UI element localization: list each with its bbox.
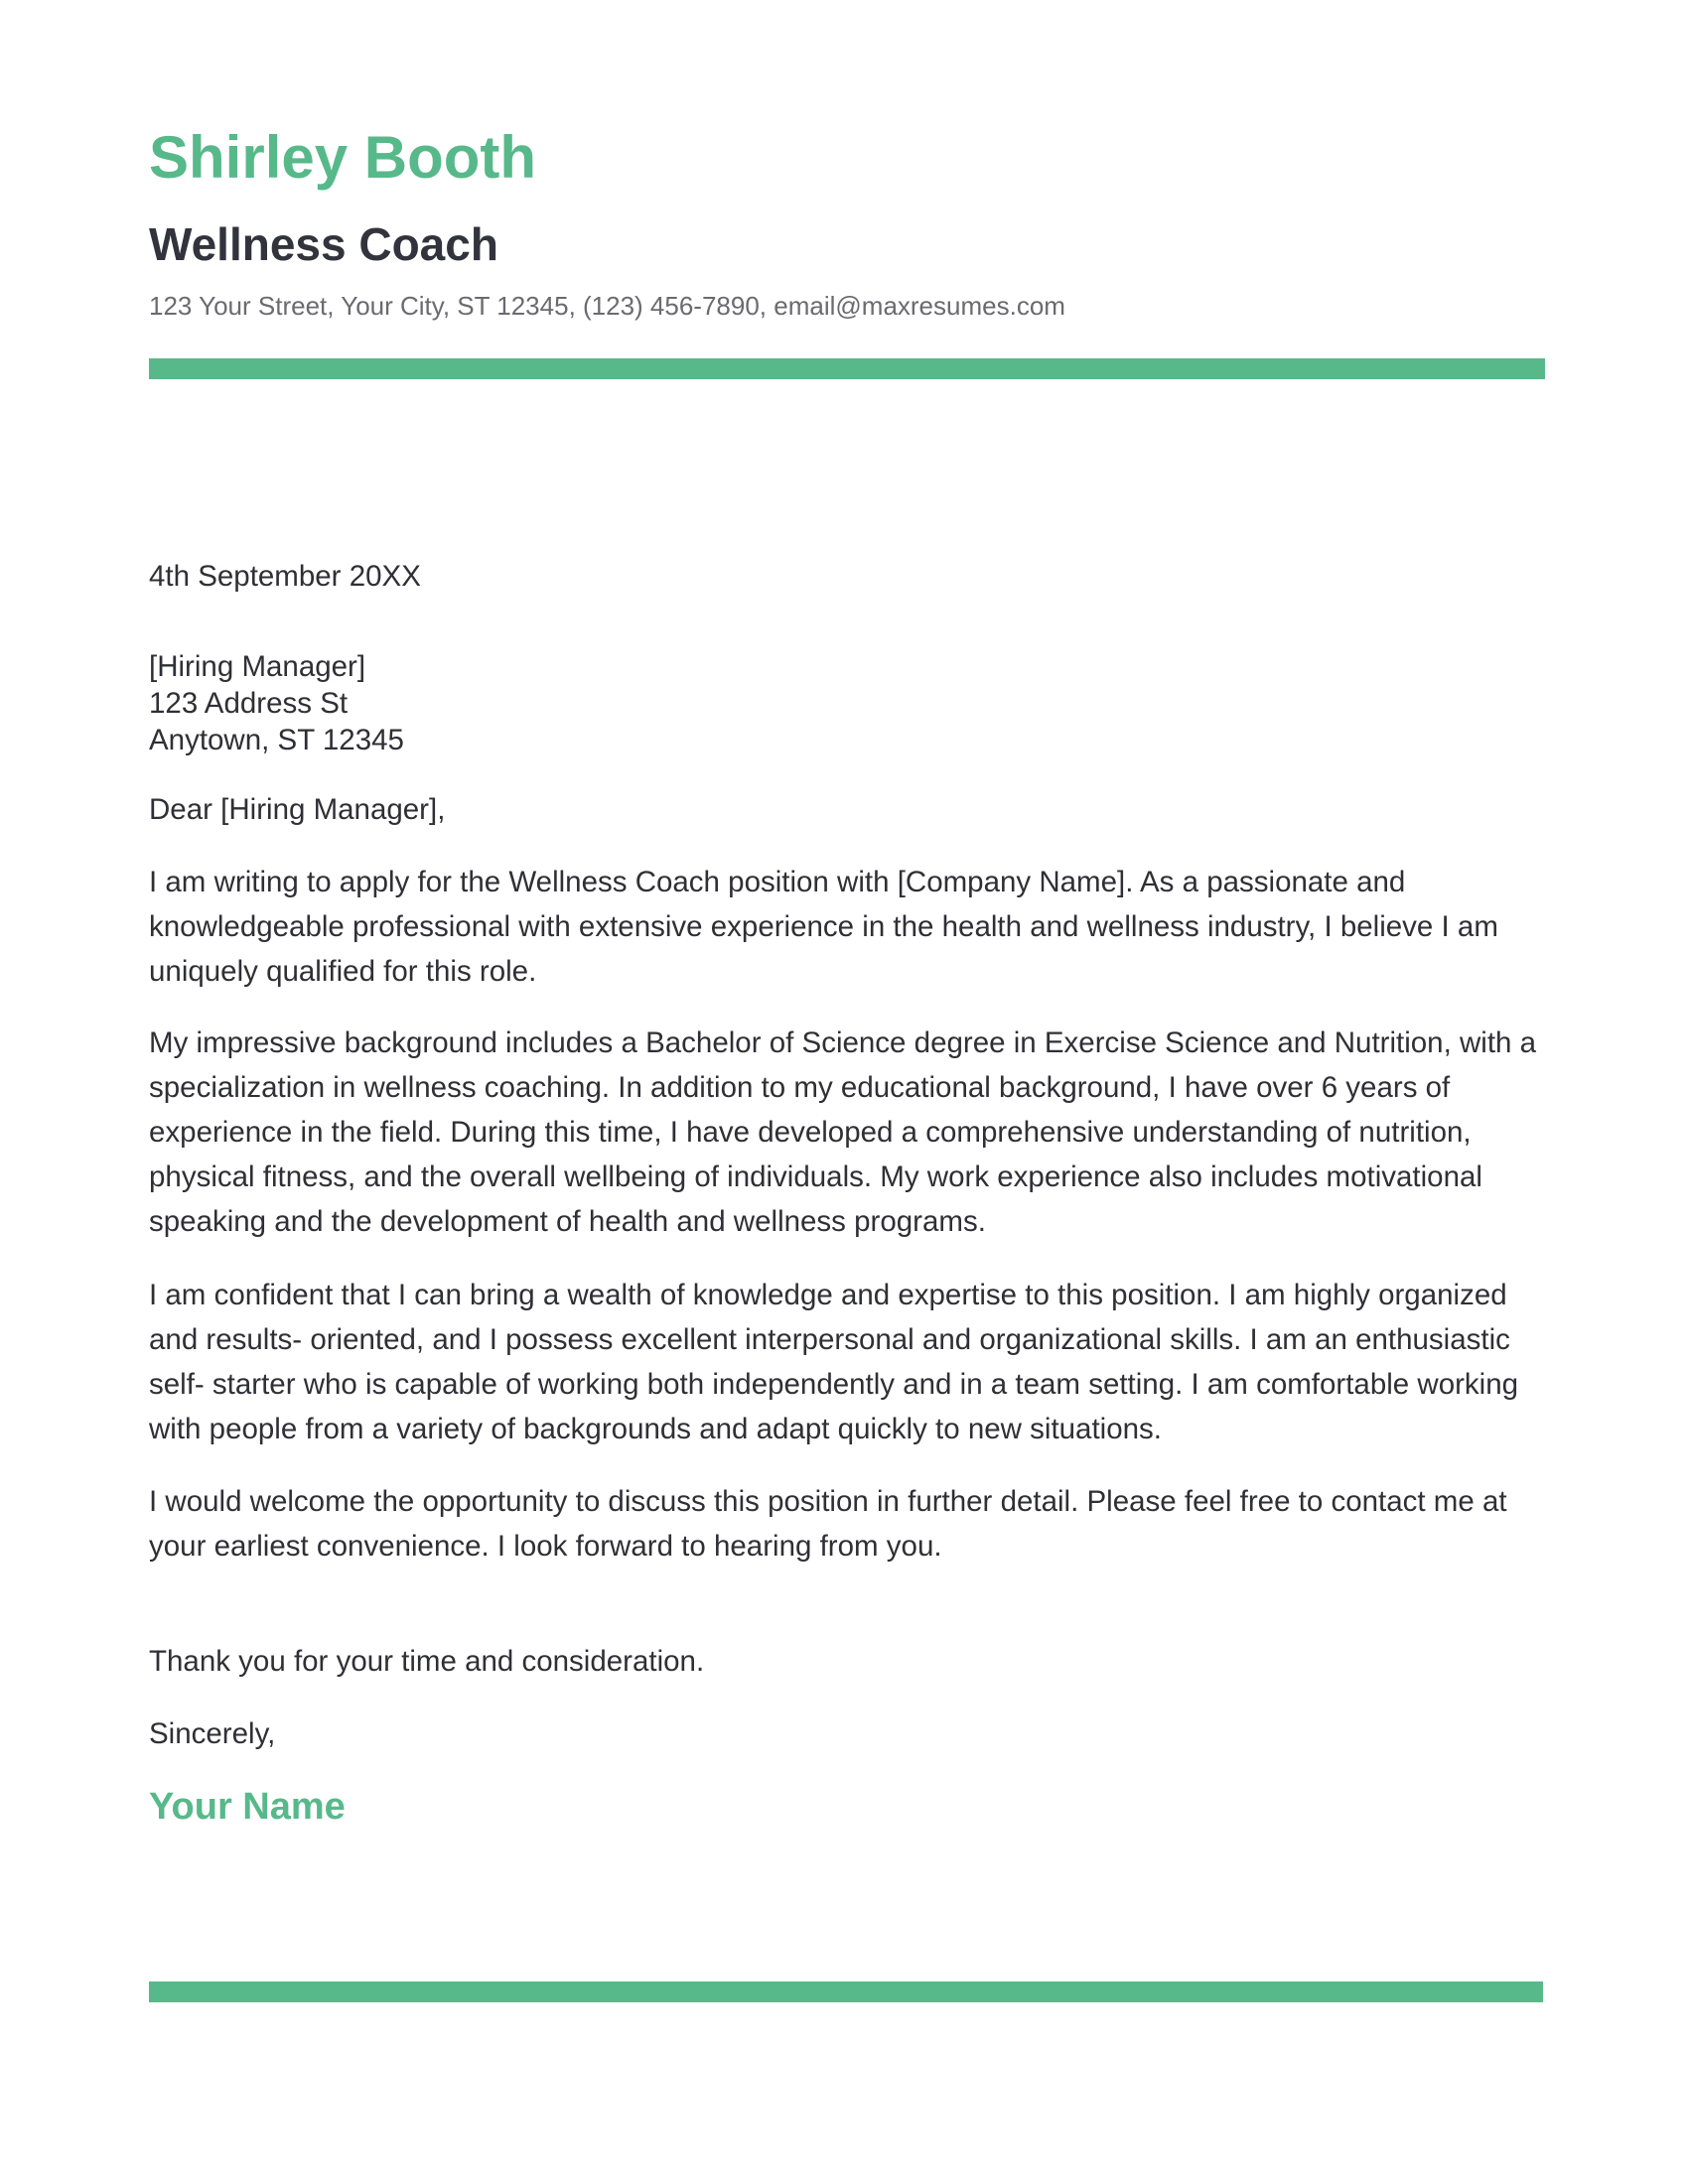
salutation: Dear [Hiring Manager], (149, 793, 446, 826)
signature-name: Your Name (149, 1786, 346, 1828)
body-paragraph: I am confident that I can bring a wealth of knowledge and expertise to this position. I am highly organized and results- oriented, and I possess excellent interpersonal and organizational skills. I am an enthusiastic self- starter who is capable of working both independently and in a team setting. I am comfortable working with people from a variety of backgrounds and adapt quickly to new situations. (149, 1279, 1519, 1445)
body-paragraph: My impressive background includes a Bachelor of Science degree in Exercise Science and Nutrition, with a specialization in wellness coaching. In addition to my educational background, I have over 6 years of experience in the field. During this time, I have developed a comprehensive understanding of nutrition, physical fitness, and the overall wellbeing of individuals. My work experience also includes motivational speaking and the development of health and wellness programs. (149, 1026, 1537, 1238)
recipient-line: 123 Address St (149, 687, 349, 720)
thanks-line: Thank you for your time and consideration. (149, 1645, 705, 1678)
closing-line: Sincerely, (149, 1717, 276, 1750)
recipient-line: [Hiring Manager] (149, 650, 366, 683)
contact-info: 123 Your Street, Your City, ST 12345, (123) 456-7890, email@maxresumes.com (149, 291, 1065, 321)
header-divider (149, 358, 1545, 379)
applicant-name: Shirley Booth (149, 124, 537, 191)
body-paragraph: I would welcome the opportunity to discuss this position in further detail. Please feel free to contact me at your earliest convenience. I look forward to hearing from you. (149, 1485, 1507, 1563)
body-paragraph: I am writing to apply for the Wellness Coach position with [Company Name]. As a passionate and knowledgeable professional with extensive experience in the health and wellness industry, I believe I am uniquely qualified for this role. (149, 866, 1498, 988)
recipient-address (149, 648, 1559, 758)
footer-divider (149, 1981, 1543, 2002)
recipient-line: Anytown, ST 12345 (149, 724, 404, 756)
job-title: Wellness Coach (149, 218, 498, 270)
letter-date: 4th September 20XX (149, 560, 421, 593)
